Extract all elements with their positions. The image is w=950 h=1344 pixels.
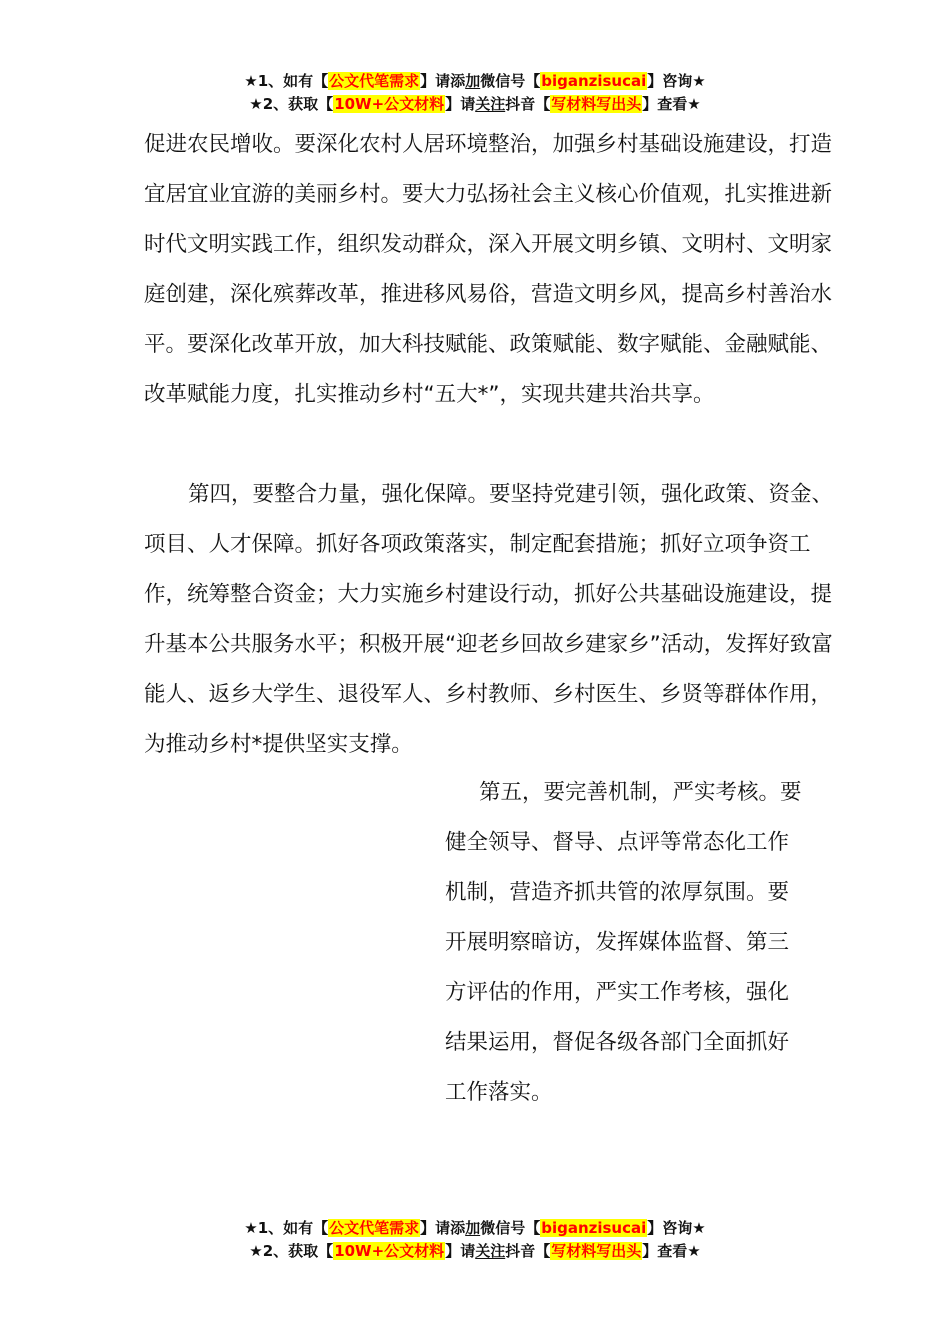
douyin-account-highlight: 写材料写出头 (551, 95, 642, 113)
footer-line-2-prefix: ★2、获取【 (249, 1242, 334, 1260)
footer-line-2-underlined: 关注 (475, 1242, 506, 1260)
footer-line-1-underlined: 加 (465, 1219, 481, 1237)
footer-line-1-mid: 】请添 (420, 1219, 466, 1237)
materials-highlight: 10W+公文材料 (334, 95, 445, 113)
banner-line-1-mid2: 微信号【 (480, 72, 541, 90)
footer-banner-line-2 (0, 1240, 950, 1263)
banner-line-2-mid2: 抖音【 (505, 95, 551, 113)
banner-line-2 (0, 93, 950, 116)
footer-line-1-mid2: 微信号【 (480, 1219, 541, 1237)
footer-banner-line-1 (0, 1217, 950, 1240)
body-paragraph-1: 促进农民增收。要深化农村人居环境整治，加强乡村基础设施建设，打造宜居宜业宜游的美丽乡村。要大力弘扬社会主义核心价值观，扎实推进新时代文明实践工作，组织发动群众，深入开展文明乡镇、文明村、文明家庭创建，深化殡葬改革，推进移风易俗，营造文明乡风，提高乡村善治水平。要深化改革开放，加大科技赋能、政策赋能、数字赋能、金融赋能、改革赋能力度，扎实推动乡村“五大*”，实现共建共治共享。 (144, 132, 833, 407)
banner-line-1-mid: 】请添 (420, 72, 466, 90)
body-paragraph-2: 第四，要整合力量，强化保障。要坚持党建引领，强化政策、资金、项目、人才保障。抓好各项政策落实，制定配套措施；抓好立项争资工作，统筹整合资金；大力实施乡村建设行动，抓好公共基础设施建设，提升基本公共服务水平；积极开展“迎老乡回故乡建家乡”活动，发挥好致富能人、返乡大学生、退役军人、乡村教师、乡村医生、乡贤等群体作用，为推动乡村*提供坚实支撑。 (144, 482, 834, 757)
banner-line-1 (0, 70, 950, 93)
wechat-id-highlight: biganzisucai (541, 72, 647, 90)
banner-line-1-prefix: ★1、如有【 (244, 72, 329, 90)
banner-line-1-underlined: 加 (465, 72, 481, 90)
footer-douyin-account-highlight: 写材料写出头 (551, 1242, 642, 1260)
footer-service-highlight: 公文代笔需求 (329, 1219, 420, 1237)
header-banner (0, 70, 950, 116)
footer-line-1-prefix: ★1、如有【 (244, 1219, 329, 1237)
banner-line-1-suffix: 】咨询★ (647, 72, 706, 90)
footer-materials-highlight: 10W+公文材料 (334, 1242, 445, 1260)
footer-wechat-id-highlight: biganzisucai (541, 1219, 647, 1237)
body-paragraph-3: 第五，要完善机制，严实考核。要健全领导、督导、点评等常态化工作机制，营造齐抓共管的浓厚氛围。要开展明察暗访，发挥媒体监督、第三方评估的作用，严实工作考核，强化结果运用，督促各级各部门全面抓好工作落实。 (445, 780, 802, 1105)
banner-line-2-underlined: 关注 (475, 95, 506, 113)
footer-line-2-mid2: 抖音【 (505, 1242, 551, 1260)
footer-line-1-suffix: 】咨询★ (647, 1219, 706, 1237)
banner-line-2-prefix: ★2、获取【 (249, 95, 334, 113)
footer-line-2-suffix: 】查看★ (642, 1242, 701, 1260)
footer-line-2-mid: 】请 (445, 1242, 476, 1260)
banner-line-2-mid: 】请 (445, 95, 476, 113)
service-highlight: 公文代笔需求 (329, 72, 420, 90)
banner-line-2-suffix: 】查看★ (642, 95, 701, 113)
footer-banner (0, 1217, 950, 1263)
